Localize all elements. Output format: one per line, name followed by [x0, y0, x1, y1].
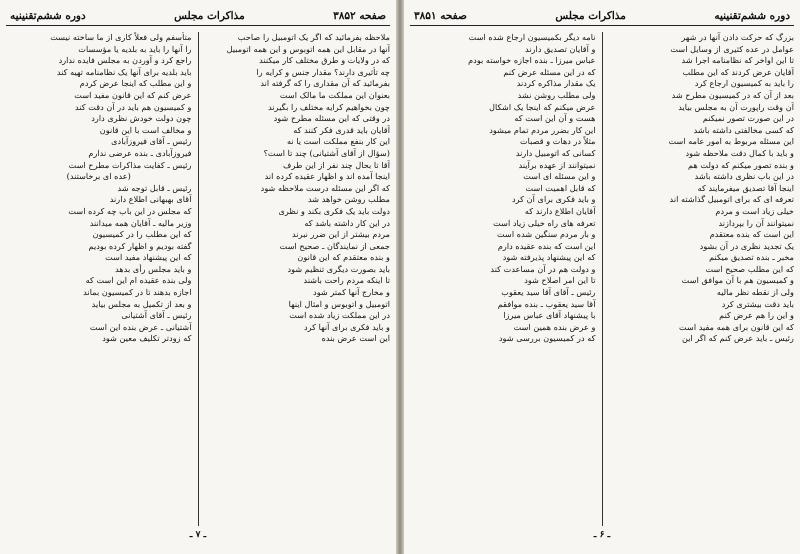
text-line: جمعی از نمایندگان ـ صحیح است: [279, 240, 390, 251]
text-line: آشتیانی ـ عرض بنده این است: [89, 321, 192, 332]
text-line: آقا تا بحال چند نفر از این طرف: [283, 159, 390, 170]
text-line: آقایان باید قدری فکر کنند که: [293, 124, 390, 135]
text-line: که این پیشنهاد پذیرفته شود: [502, 252, 596, 263]
text-line: تعرفه ای که برای اتومبیل گذاشته اند: [669, 194, 794, 205]
text-line: در این باب نظری داشته باشد: [694, 171, 794, 182]
text-line: رئیس ـ باید عرض کنم که اگر این: [682, 333, 794, 344]
text-line: و دولت هم در آن مساعدت کند: [490, 263, 596, 274]
text-line: اینجا آمده اند و اظهار عقیده کرده اند: [264, 171, 390, 182]
text-line: دولت باید یک فکری بکند و نظری: [278, 205, 390, 216]
page-number: صفحه ۳۸۵۱: [414, 9, 467, 22]
session-title: دوره ششم‌تقنینیه: [714, 9, 790, 22]
text-line: عرض کنم که این قانون مفید است: [74, 89, 192, 100]
text-line: که مجلس در این باب چه کرده است: [68, 205, 192, 216]
text-line: که این پیشنهاد مفید است: [105, 252, 192, 263]
page-right: [410, 6, 794, 546]
text-line: و این را هم عرض کنم: [719, 310, 794, 321]
text-line: عرض میکنم که اینجا یک اشکال: [489, 101, 596, 112]
text-line: آقا سید یعقوب ـ بنده موافقم: [497, 298, 596, 309]
text-line: هست و آن این است که: [514, 113, 596, 124]
text-line: بعنوان این مملکت ما مالک است: [279, 89, 390, 100]
text-line: اجازه بدهند تا در کمیسیون بماند: [83, 287, 192, 298]
text-line: باید بصورت دیگری تنظیم شود: [287, 263, 390, 274]
text-line: (سؤال از آقای آشتیانی) چند تا است؟: [263, 147, 390, 158]
text-line: عوامل در عده کثیری از وسایل است: [670, 43, 794, 54]
text-line: که قابل اهمیت است: [525, 182, 596, 193]
text-line: که اگر این مسئله درست ملاحظه شود: [260, 182, 390, 193]
text-line: مردم بیشتر از این ضرر نبرند: [292, 229, 390, 240]
text-line: و کمیسیون هم با آن موافق است: [681, 275, 794, 286]
text-line: و عرض بنده همین است: [513, 321, 596, 332]
text-line: و مخالف است با این قانون: [99, 124, 192, 135]
text-line: مطلب روشن خواهد شد: [308, 194, 390, 205]
text-line: در این مملکت زیاد شده است: [289, 310, 390, 321]
text-line: ولی از نقطه نظر مالیه: [716, 287, 794, 298]
text-line: بزرگ که حرکت دادن آنها در شهر: [681, 32, 794, 42]
text-line: رئیس ـ آقای آقا سید یعقوب: [501, 287, 596, 298]
text-line: چون دولت خودش نظری دارد: [91, 113, 192, 124]
text-line: مخبر ـ بنده تصدیق میکنم: [709, 252, 794, 263]
text-line: فیروزآبادی ـ بنده عرضی ندارم: [88, 147, 192, 158]
text-line: و بنده معتقدم که این قانون: [297, 252, 390, 263]
text-line: و آقایان تصدیق دارند: [525, 43, 596, 54]
page-number: صفحه ۳۸۵۲: [333, 9, 386, 22]
text-line: وزیر مالیه ـ آقایان همه میدانند: [89, 217, 192, 228]
text-line: و باید مجلس رأی بدهد: [115, 263, 192, 274]
text-line: که این قانون برای همه مفید است: [678, 321, 794, 332]
text-line: را آنها را باید به بلدیه یا مؤسسات: [78, 43, 192, 54]
page-left: [6, 6, 390, 546]
text-line: و مخارج آنها کمتر شود: [313, 287, 390, 298]
text-line: آقای بهبهانی اطلاع دارند: [109, 194, 192, 205]
page-header: [6, 6, 390, 26]
text-line: یک تجدید نظری در آن بشود: [699, 240, 794, 251]
text-columns: [6, 32, 390, 526]
text-line: باید بلدیه برای آنها یک نظامنامه تهیه کند: [56, 66, 192, 77]
column-left: [6, 32, 192, 526]
text-line: و باید فکری برای آن کرد: [511, 194, 596, 205]
text-line: بفرمائید که آن مقداری را که گرفته اند: [260, 78, 390, 89]
text-line: (عده ای برخاستند): [66, 171, 131, 182]
text-line: در وقتی که این مسئله مطرح شود: [273, 113, 390, 124]
text-line: رئیس ـ آقای فیروزآبادی: [111, 136, 192, 147]
page-header: [410, 6, 794, 26]
text-line: و بعد از تکمیل به مجلس بیاید: [91, 298, 192, 309]
text-line: که این مطلب را در کمیسیون: [92, 229, 192, 240]
column-divider: [198, 32, 199, 526]
text-line: تا اینکه مردم راحت باشند: [303, 275, 390, 286]
text-line: که در ولایات و طرق مختلف کار میکنند: [259, 55, 390, 66]
text-line: آقایان عرض کردند که این مطلب: [682, 66, 794, 77]
text-line: آن وقت راپورت آن به مجلس بیاید: [678, 101, 794, 112]
text-line: کسانی که اتومبیل دارند: [515, 147, 596, 158]
text-line: و این مسئله ای است: [523, 171, 596, 182]
book-gutter: [396, 0, 404, 554]
text-line: رئیس ـ آقای آشتیانی: [121, 310, 192, 321]
text-columns: [410, 32, 794, 526]
text-line: گفته بودیم و اظهار کرده بودیم: [88, 240, 192, 251]
column-right: [205, 32, 391, 526]
text-line: خیلی زیاد است و مردم: [715, 205, 794, 216]
text-line: ملاحظه بفرمائید که اگر یک اتومبیل را صاحب: [237, 32, 390, 42]
text-line: و بار مردم سنگین شده است: [497, 229, 596, 240]
text-line: این است که بنده معتقدم: [709, 229, 794, 240]
column-left: [410, 32, 596, 526]
column-right: [609, 32, 795, 526]
text-line: و باید با کمال دقت ملاحظه شود: [685, 147, 794, 158]
text-line: این مسئله مربوط به امور عامه است: [668, 136, 794, 147]
text-line: چون بخواهیم کرایه مختلف را بگیرند: [268, 101, 390, 112]
text-line: را باید به کمیسیون ارجاع کرد: [694, 78, 794, 89]
text-line: اینجا آقا تصدیق میفرمایند که: [697, 182, 794, 193]
text-line: آقایان اطلاع دارند که: [524, 205, 596, 216]
text-line: در این کار داشته باشد که: [304, 217, 390, 228]
text-line: بعد از آن که در کمیسیون مطرح شد: [671, 89, 794, 100]
text-line: تا این اواخر که نظامنامه اجرا شد: [681, 55, 794, 66]
text-line: و باید فکری برای آنها کرد: [303, 321, 390, 332]
text-line: رئیس ـ کفایت مذاکرات مطرح است: [68, 159, 192, 170]
page-footer-number: ـ ۷ ـ: [189, 530, 207, 540]
text-line: که زودتر تکلیف معین شود: [102, 333, 192, 344]
page-title: مذاکرات مجلس: [174, 9, 245, 22]
text-line: و کمیسیون هم باید در آن دقت کند: [74, 101, 192, 112]
text-line: که در این مسئله عرض کنم: [503, 66, 596, 77]
text-line: رئیس ـ قابل توجه شد: [117, 182, 192, 193]
session-title: دوره ششم‌تقنینیه: [10, 9, 86, 22]
text-line: این کار بضرر مردم تمام میشود: [489, 124, 596, 135]
text-line: آنها در مقابل این همه اتوبوس و این همه اتومبیل: [226, 43, 390, 54]
text-line: تعرفه های راه خیلی زیاد است: [493, 217, 596, 228]
page-footer-number: ـ ۶ ـ: [593, 530, 611, 540]
text-line: اتومبیل و اتوبوس و امثال اینها: [288, 298, 390, 309]
text-line: و بنده تصور میکنم که دولت هم: [688, 159, 794, 170]
text-line: یک مقدار مذاکره کردند: [516, 78, 596, 89]
text-line: این است که بنده عقیده دارم: [497, 240, 596, 251]
text-line: ولی مطلب روشن نشد: [517, 89, 596, 100]
text-line: متأسفم ولی فعلاً کاری از ما ساخته نیست: [50, 32, 192, 42]
text-line: ولی بنده عقیده ام این است که: [85, 275, 192, 286]
text-line: که این مطلب صحیح است: [705, 263, 794, 274]
text-line: نامه دیگر بکمیسیون ارجاع شده است: [468, 32, 596, 42]
text-line: و این مطلب که اینجا عرض کردم: [79, 78, 192, 89]
text-line: باید دقت بیشتری کرد: [721, 298, 794, 309]
text-line: این است عرض بنده: [321, 333, 390, 344]
text-line: راجع کرد و آوردن به مجلس فایده ندارد: [58, 55, 192, 66]
page-title: مذاکرات مجلس: [555, 9, 626, 22]
text-line: که در کمیسیون بررسی شود: [498, 333, 596, 344]
text-line: نمیتوانند آن را بپردازند: [718, 217, 794, 228]
text-line: چه تأثیری دارند؟ مقدار جنس و کرایه را: [256, 66, 390, 77]
column-divider: [602, 32, 603, 526]
text-line: عباس میرزا ـ بنده اجازه خواسته بودم: [468, 55, 596, 66]
text-line: با پیشنهاد آقای عباس میرزا: [503, 310, 596, 321]
text-line: نمیتوانند از عهده برآیند: [518, 159, 596, 170]
text-line: که کسی مخالفتی داشته باشد: [693, 124, 794, 135]
text-line: تا این امر اصلاح شود: [524, 275, 596, 286]
text-line: در این صورت تصور نمیکنم: [702, 113, 794, 124]
text-line: مثلاً در دهات و قصبات: [519, 136, 596, 147]
text-line: این کار بنفع مملکت است یا نه: [286, 136, 390, 147]
